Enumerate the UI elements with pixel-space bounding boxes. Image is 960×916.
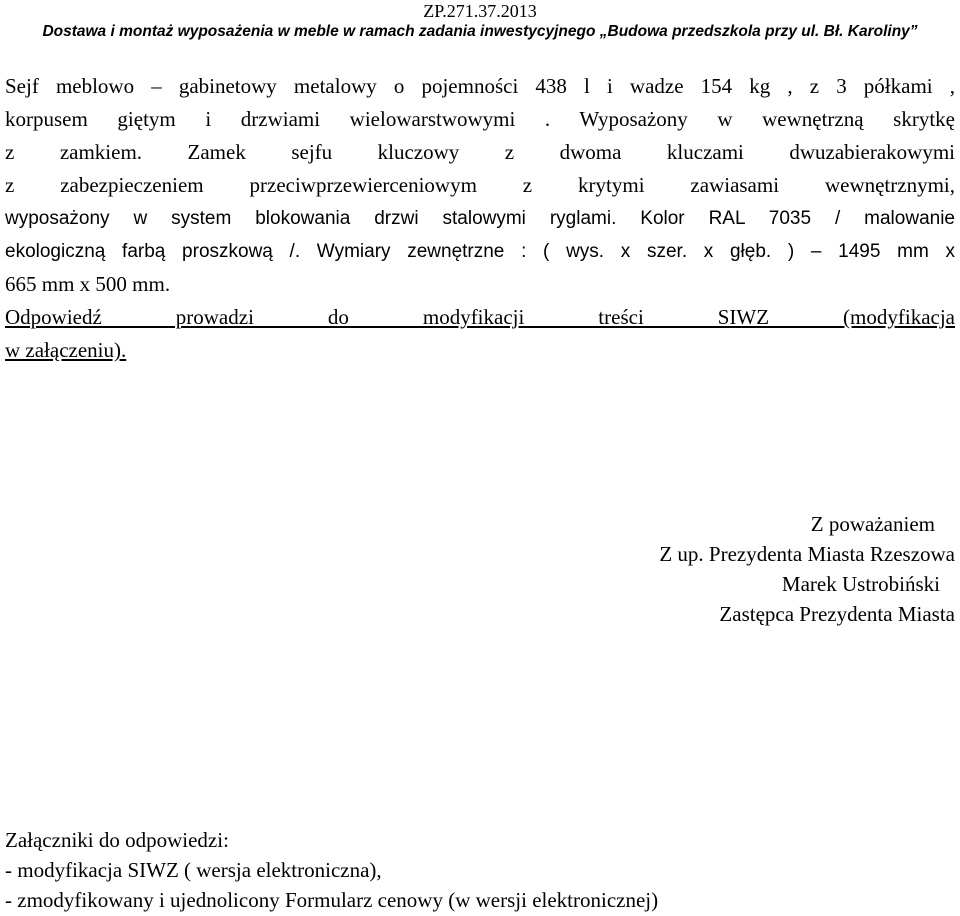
attachments-heading: Załączniki do odpowiedzi: (5, 828, 229, 852)
body-paragraph (5, 70, 955, 367)
body-line: z zamkiem. Zamek sejfu kluczowy z dwoma kluczami dwuzabierakowymi (5, 140, 955, 164)
attachment-item: - modyfikacja SIWZ ( wersja elektroniczna), (5, 858, 382, 882)
attachment-item: - zmodyfikowany i ujednolicony Formularz cenowy (w wersji elektronicznej) (5, 888, 659, 912)
signature-block (659, 509, 955, 629)
body-line: 665 mm x 500 mm. (5, 272, 171, 296)
answer-statement-end: w załączeniu). (5, 338, 127, 362)
attachments-list (5, 825, 658, 915)
body-line: Sejf meblowo – gabinetowy metalowy o pojemności 438 l i wadze 154 kg , z 3 półkami , (5, 74, 955, 98)
answer-statement-continued (5, 334, 955, 367)
signatory-name: Marek Ustrobiński (781, 572, 940, 596)
closing-greeting: Z poważaniem (810, 512, 935, 536)
document-header-title: Dostawa i montaż wyposażenia w meble w ramach zadania inwestycyjnego „Budowa przedszkola przy ul. Bł. Karoliny” (42, 23, 918, 40)
case-reference: ZP.271.37.2013 (423, 1, 537, 21)
body-line: wyposażony w system blokowania drzwi stalowymi ryglami. Kolor RAL 7035 / malowanie (5, 208, 955, 229)
closing-on-behalf: Z up. Prezydenta Miasta Rzeszowa (659, 542, 955, 566)
body-line: z zabezpieczeniem przeciwprzewierceniowym z krytymi zawiasami wewnętrznymi, (5, 173, 955, 197)
body-line: korpusem giętym i drzwiami wielowarstwowymi . Wyposażony w wewnętrzną skrytkę (5, 107, 955, 131)
body-line: ekologiczną farbą proszkową /. Wymiary zewnętrzne : ( wys. x szer. x głęb. ) – 1495 mm x (5, 241, 955, 262)
answer-statement: Odpowiedź prowadzi do modyfikacji treści SIWZ (modyfikacja (5, 305, 955, 329)
signatory-position: Zastępca Prezydenta Miasta (719, 602, 955, 626)
